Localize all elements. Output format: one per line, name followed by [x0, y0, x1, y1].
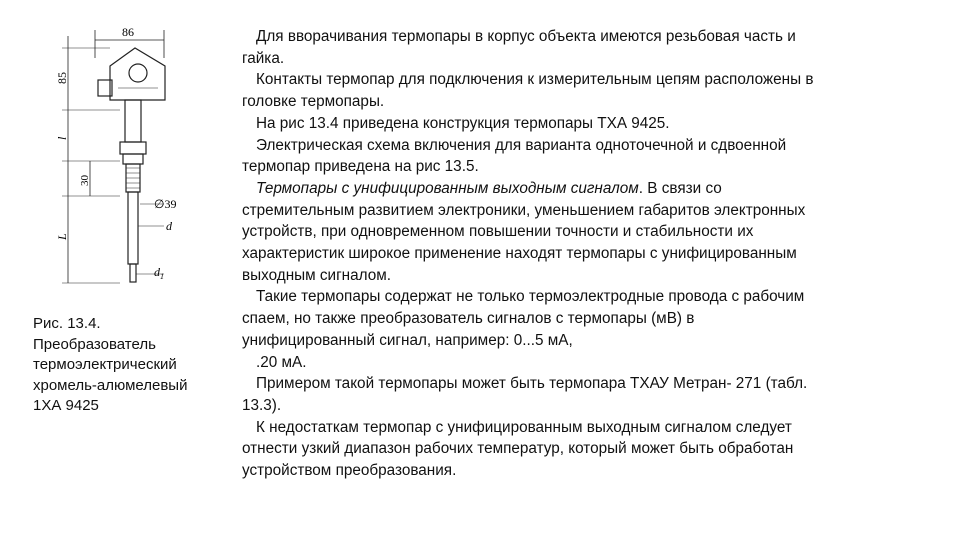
dim-l-label: l: [55, 136, 69, 140]
italic-term: Термопары с унифицированным выходным сигналом: [256, 179, 639, 197]
caption-line: Преобразователь: [33, 335, 156, 353]
body-text: [242, 26, 932, 482]
caption-line: 1ХА 9425: [33, 397, 99, 414]
dim-head-height-label: 85: [55, 72, 69, 84]
text-line: К недостаткам термопар с унифицированным выходным сигналом следует: [256, 418, 792, 436]
text-line: стремительным развитием электроники, уменьшением габаритов электронных: [242, 201, 806, 219]
dim-d-label: d: [166, 219, 172, 233]
text-fragment: . В связи со: [638, 179, 722, 197]
text-line: устройством преобразования.: [242, 462, 457, 480]
text-line: характеристик широкое применение находят термопары с унифицированным: [242, 245, 797, 263]
thermocouple-svg: [40, 18, 240, 300]
text-line: отнести узкий диапазон рабочих температур, который может быть обработан: [242, 440, 794, 458]
text-line: Для вворачивания термопары в корпус объекта имеются резьбовая часть и: [256, 28, 796, 45]
text-line: Электрическая схема включения для варианта одноточечной и сдвоенной: [256, 136, 787, 154]
dim-L-label: L: [55, 233, 69, 240]
text-line: Контакты термопар для подключения к измерительным цепям расположены в: [256, 71, 814, 89]
text-line: головке термопары.: [242, 93, 385, 111]
text-line: спаем, но также преобразователь сигналов с термопары (мВ) в: [242, 310, 695, 328]
text-line: На рис 13.4 приведена конструкция термопары ТХА 9425.: [256, 114, 670, 132]
figure-caption: [33, 314, 233, 417]
caption-line: хромель-алюмелевый: [33, 376, 188, 394]
text-line: унифицированный сигнал, например: 0...5 мА,: [242, 331, 573, 349]
text-line: [242, 178, 932, 200]
caption-line: Рис. 13.4.: [33, 315, 101, 332]
text-line: термопар приведена на рис 13.5.: [242, 158, 479, 176]
caption-line: термоэлектрический: [33, 356, 177, 373]
dim-thread-label: 30: [79, 175, 91, 186]
thermocouple-drawing: [40, 18, 240, 300]
text-line: 13.3).: [242, 396, 282, 414]
text-line: выходным сигналом.: [242, 266, 392, 284]
text-line: Такие термопары содержат не только термоэлектродные провода с рабочим: [256, 288, 805, 306]
text-line: Примером такой термопары может быть термопара ТХАУ Метран- 271 (табл.: [256, 375, 808, 393]
dim-width-label: 86: [122, 25, 134, 39]
dim-d1-label: $d_1$: [154, 265, 164, 281]
dim-diameter-label: ∅39: [154, 197, 177, 211]
text-line: устройств, при одновременном повышении точности и стабильности их: [242, 223, 754, 241]
text-line: .20 мА.: [256, 353, 307, 371]
text-line: гайка.: [242, 49, 285, 67]
